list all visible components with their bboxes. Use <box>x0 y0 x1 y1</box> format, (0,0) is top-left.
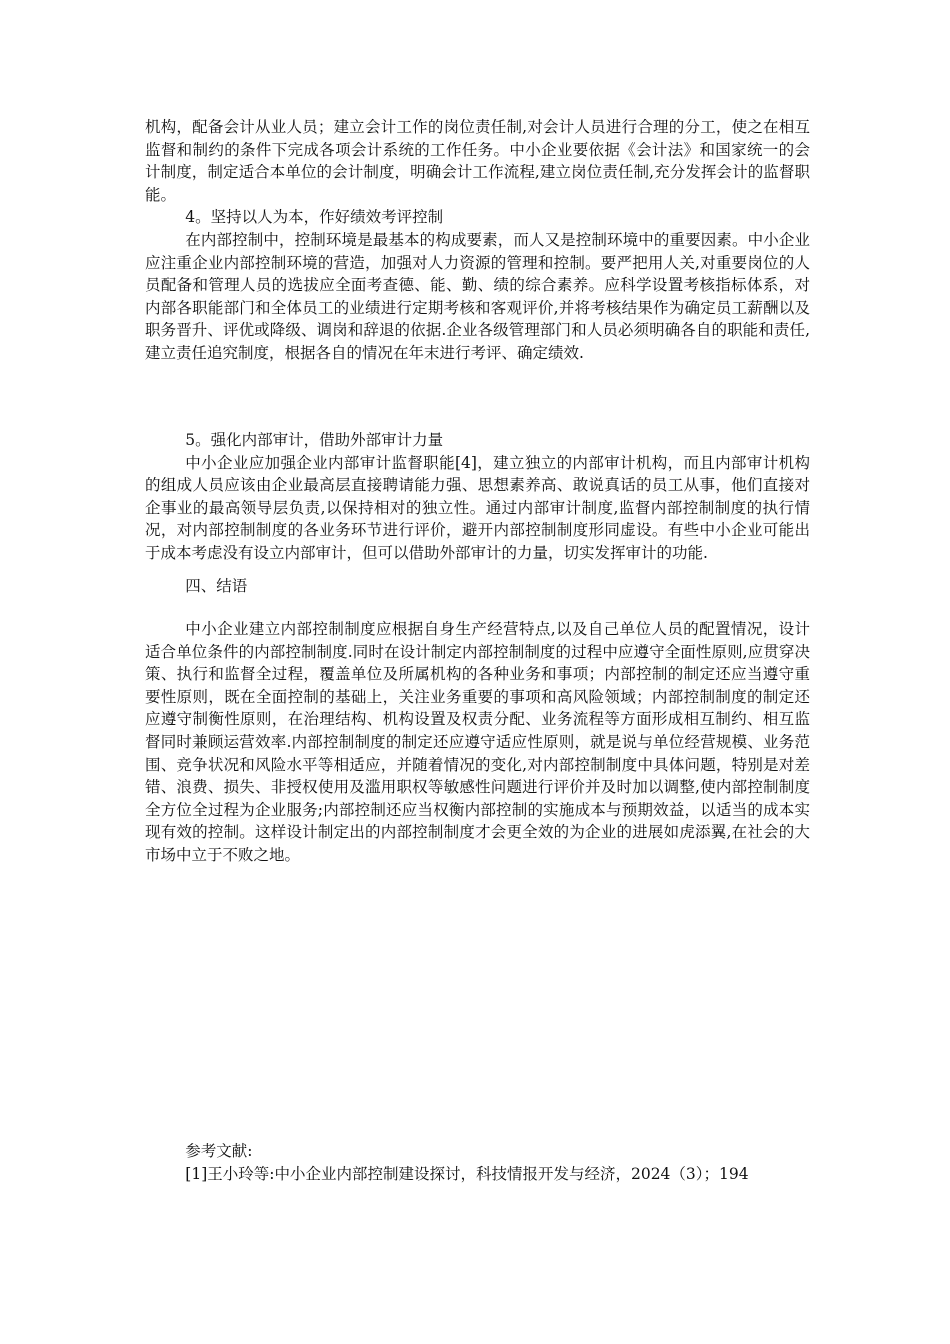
section-accounting-and-performance <box>145 116 810 365</box>
paragraph-internal-audit: 中小企业应加强企业内部审计监督职能[4]，建立独立的内部审计机构，而且内部审计机构的组成人员应该由企业最高层直接聘请能力强、思想素养高、敢说真话的员工从事，他们直接对企事业的最高领导层负责,以保持相对的独立性。通过内部审计制度,监督内部控制制度的执行情况，对内部控制制度的各业务环节进行评价，避开内部控制制度形同虚设。有些中小企业可能出于成本考虑没有设立内部审计，但可以借助外部审计的力量，切实发挥审计的功能. <box>145 453 810 562</box>
paragraph-accounting-institution: 机构，配备会计从业人员；建立会计工作的岗位责任制,对会计人员进行合理的分工，使之在相互监督和制约的条件下完成各项会计系统的工作任务。中小企业要依据《会计法》和国家统一的会计制度，制定适合本单位的会计制度，明确会计工作流程,建立岗位责任制,充分发挥会计的监督职能。 <box>145 118 810 204</box>
section-conclusion <box>145 577 810 867</box>
paragraph-conclusion: 中小企业建立内部控制制度应根据自身生产经营特点,以及自己单位人员的配置情况，设计适合单位条件的内部控制制度.同时在设计制定内部控制制度的过程中应遵守全面性原则,应贯穿决策、执行和监督全过程，覆盖单位及所属机构的各种业务和事项；内部控制的制定还应当遵守重要性原则，既在全面控制的基础上，关注业务重要的事项和高风险领域；内部控制制度的制定还应遵守制衡性原则，在治理结构、机构设置及权责分配、业务流程等方面形成相互制约、相互监督同时兼顾运营效率.内部控制制度的制定还应遵守适应性原则，就是说与单位经营规模、业务范围、竞争状况和风险水平等相适应，并随着情况的变化,对内部控制制度中具体问题，特别是对差错、浪费、损失、非授权使用及滥用职权等敏感性问题进行评价并及时加以调整,使内部控制制度全方位全过程为企业服务;内部控制还应当权衡内部控制的实施成本与预期效益，以适当的成本实现有效的控制。这样设计制定出的内部控制制度才会更全效的为企业的进展如虎添翼,在社会的大市场中立于不败之地。 <box>145 620 810 864</box>
reference-item-1: [1]王小玲等:中小企业内部控制建设探讨，科技情报开发与经济，2024（3）；194 <box>185 1164 749 1183</box>
section-references <box>145 1140 810 1185</box>
heading-conclusion: 四、结语 <box>185 577 248 595</box>
references-title: 参考文献: <box>185 1142 253 1160</box>
heading-internal-audit: 5。强化内部审计，借助外部审计力量 <box>185 431 444 449</box>
paragraph-performance-control: 在内部控制中，控制环境是最基本的构成要素，而人又是控制环境中的重要因素。中小企业应注重企业内部控制环境的营造，加强对人力资源的管理和控制。要严把用人关,对重要岗位的人员配备和管理人员的选拔应全面考查德、能、勤、绩的综合素养。应科学设置考核指标体系，对内部各职能部门和全体员工的业绩进行定期考核和客观评价,并将考核结果作为确定员工薪酬以及职务晋升、评优或降级、调岗和辞退的依据.企业各级管理部门和人员必须明确各自的职能和责任,建立责任追究制度，根据各自的情况在年末进行考评、确定绩效. <box>145 230 810 362</box>
section-internal-audit <box>145 429 810 565</box>
heading-performance-control: 4。坚持以人为本，作好绩效考评控制 <box>185 208 444 227</box>
